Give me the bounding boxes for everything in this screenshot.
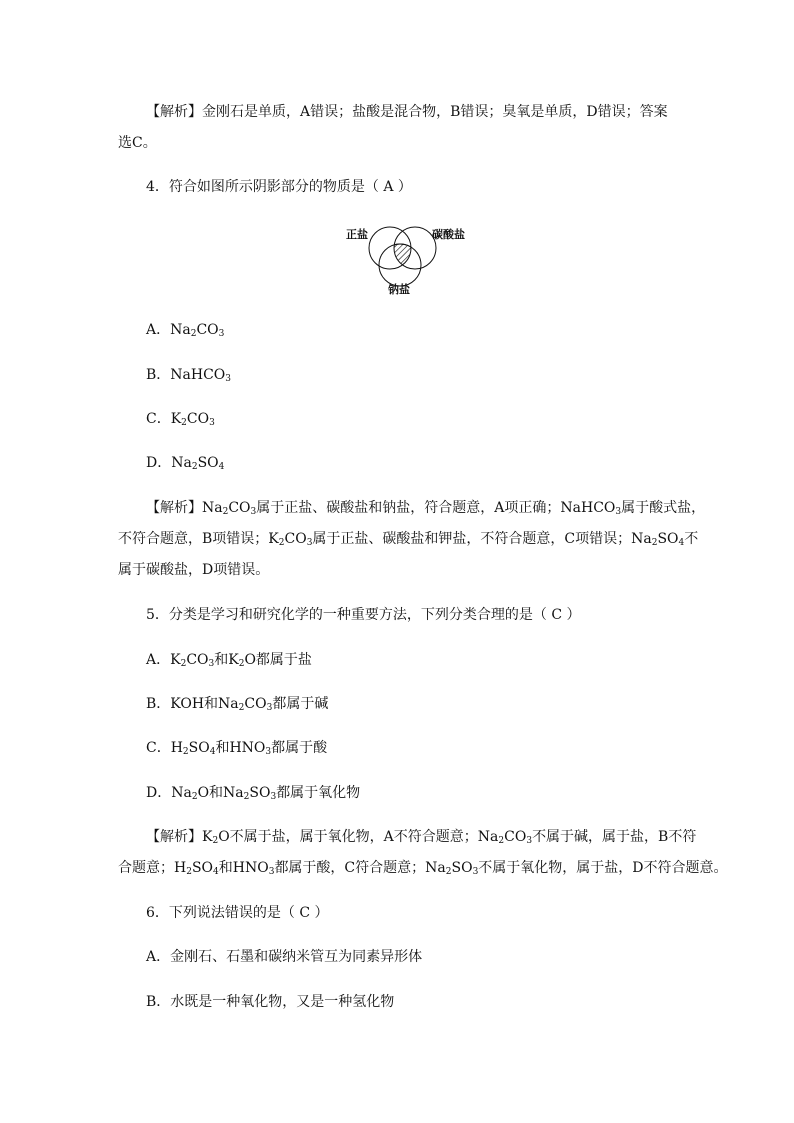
q5-analysis-line-2: 合题意；$H_2SO_4$和$HNO_3$都属于酸，C符合题意；$Na_2SO_3$不属于氧化物，属于盐，D不符合题意。 [118, 860, 728, 877]
q4-option-d: D．$Na_2SO_4$ [146, 455, 225, 472]
q4-stem: 4．符合如图所示阴影部分的物质是（ A ） [146, 179, 412, 195]
q4-analysis-line-2: 不符合题意，B项错误；$K_2CO_3$属于正盐、碳酸盐和钾盐，不符合题意，C项错误；$Na_2SO_4$不 [118, 531, 699, 548]
q3-analysis-line-1: 【解析】金刚石是单质，A错误；盐酸是混合物，B错误；臭氧是单质，D错误；答案 [146, 104, 668, 120]
venn-diagram [340, 222, 475, 297]
venn-label-carbonate: 碳酸盐 [432, 228, 465, 241]
q4-option-c: C．$K_2CO_3$ [146, 411, 215, 428]
q5-option-b: B．KOH和$Na_2CO_3$都属于碱 [146, 696, 329, 713]
q6-stem: 6．下列说法错误的是（ C ） [146, 905, 329, 921]
venn-label-sodium-salt: 钠盐 [388, 283, 410, 296]
q5-stem: 5．分类是学习和研究化学的一种重要方法，下列分类合理的是（ C ） [146, 607, 581, 623]
q6-option-a: A．金刚石、石墨和碳纳米管互为同素异形体 [146, 949, 423, 965]
q4-option-a: A．$Na_2CO_3$ [146, 322, 225, 339]
q4-analysis-line-3: 属于碳酸盐，D项错误。 [118, 562, 270, 578]
q5-option-a: A．$K_2CO_3$和$K_2O$都属于盐 [146, 652, 312, 669]
q4-analysis-line-1: 【解析】$Na_2CO_3$属于正盐、碳酸盐和钠盐，符合题意，A项正确；NaHCO$_3$属于酸式盐， [146, 500, 706, 517]
q5-option-d: D．$Na_2O$和$Na_2SO_3$都属于氧化物 [146, 785, 361, 802]
q3-analysis-line-2: 选C。 [118, 135, 157, 151]
q5-analysis-line-1: 【解析】$K_2O$不属于盐，属于氧化物，A不符合题意；$Na_2CO_3$不属于碱，属于盐，B不符 [146, 829, 697, 846]
q6-option-b: B．水既是一种氧化物，又是一种氢化物 [146, 994, 395, 1010]
q5-option-c: C．$H_2SO_4$和$HNO_3$都属于酸 [146, 740, 328, 757]
venn-label-normal-salt: 正盐 [346, 228, 368, 241]
q4-option-b: B．NaHCO$_3$ [146, 367, 232, 384]
